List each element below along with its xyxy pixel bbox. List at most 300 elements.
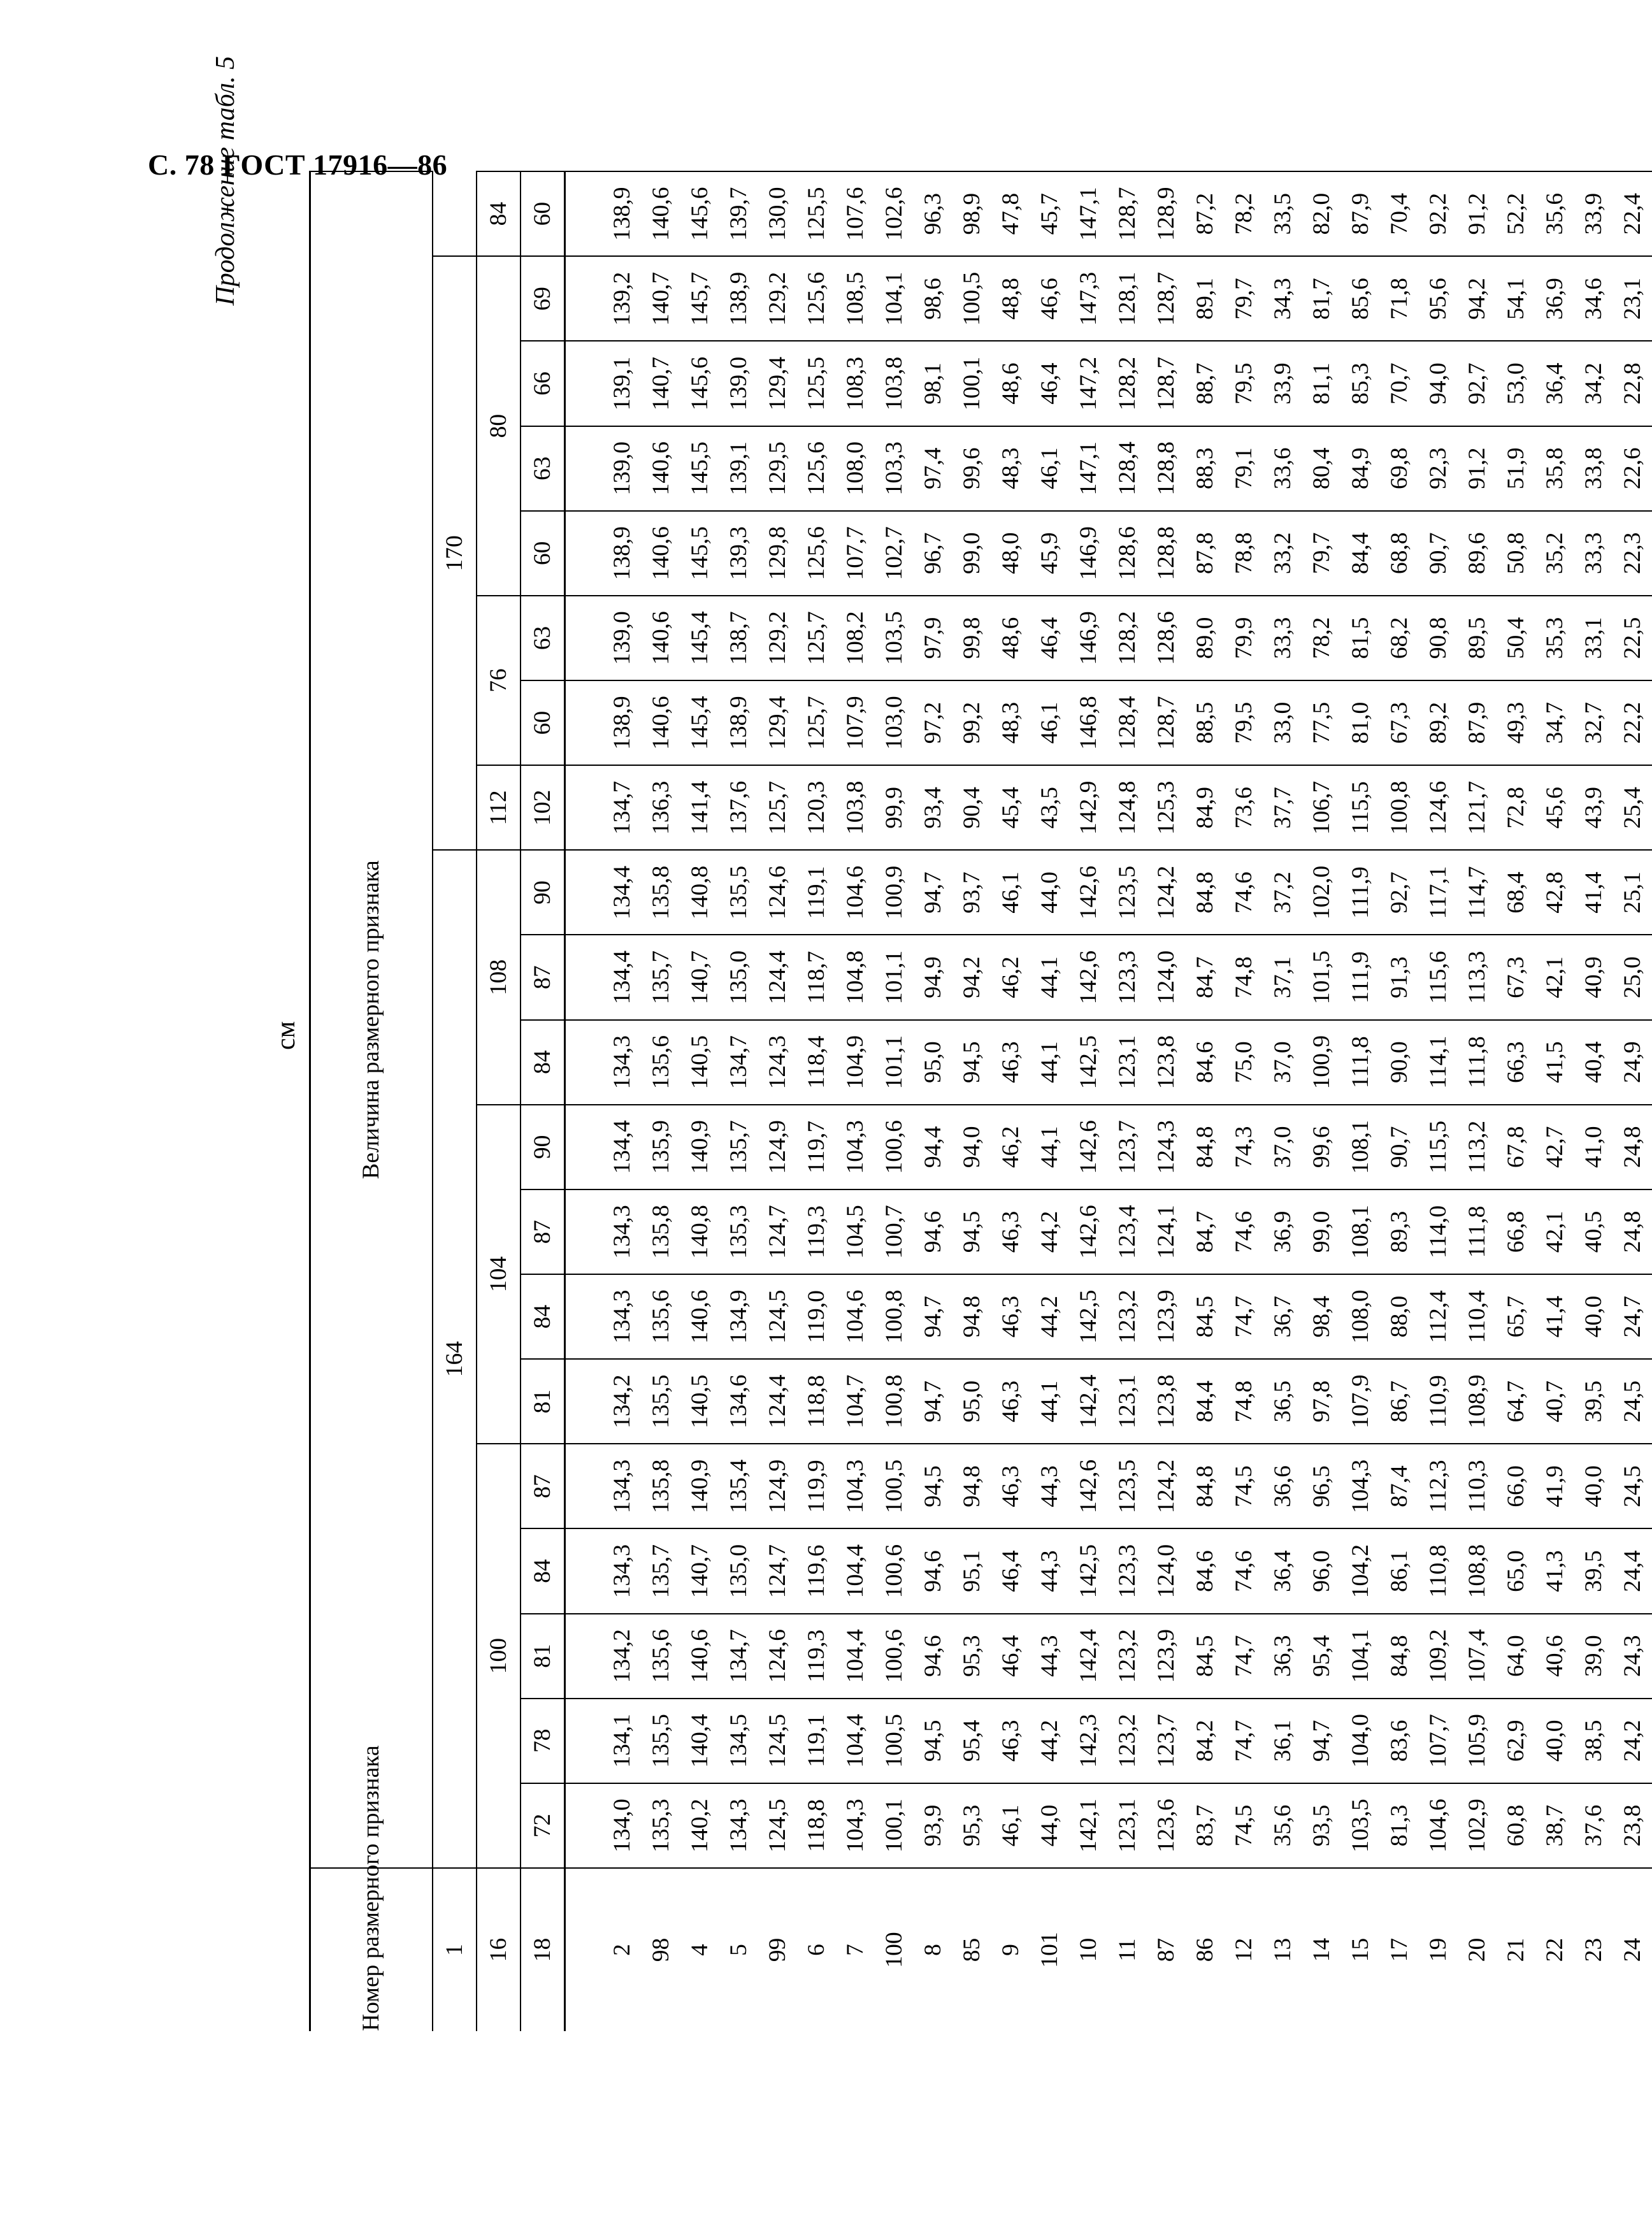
- table-cell: 111,8: [1458, 1020, 1497, 1105]
- table-cell: 70,4: [1380, 171, 1419, 256]
- table-cell: 104,4: [836, 1699, 875, 1783]
- table-cell: 34,6: [1574, 256, 1613, 341]
- table-cell: 139,7: [719, 171, 758, 256]
- table-cell: 40,9: [1574, 935, 1613, 1019]
- table-cell: 108,0: [836, 426, 875, 511]
- table-cell: 141,4: [680, 765, 719, 850]
- table-cell: 142,6: [1069, 1189, 1108, 1274]
- table-cell: 134,3: [719, 1783, 758, 1868]
- table-cell: 123,2: [1108, 1614, 1147, 1699]
- table-cell: 74,7: [1225, 1614, 1263, 1699]
- stub-group-label: 16: [477, 1868, 521, 2031]
- unit-label: см: [271, 1021, 301, 1050]
- table-cell: 146,8: [1069, 680, 1108, 765]
- table-row: [1147, 171, 1186, 2031]
- table-cell: 123,3: [1108, 1528, 1147, 1613]
- table-cell: 123,7: [1108, 1105, 1147, 1189]
- table-cell: 94,6: [914, 1189, 952, 1274]
- table-cell: 103,0: [875, 680, 914, 765]
- table-cell: 90,8: [1419, 596, 1458, 680]
- table-cell: 108,2: [836, 596, 875, 680]
- table-cell: 46,3: [991, 1699, 1030, 1783]
- table-cell: 94,2: [952, 935, 991, 1019]
- table-cell: 98,1: [914, 341, 952, 426]
- table-cell: 99,9: [875, 765, 914, 850]
- table-cell: 124,0: [1147, 935, 1186, 1019]
- table-cell: 124,5: [758, 1274, 797, 1359]
- table-row: [914, 171, 952, 2031]
- table-cell: 100,8: [875, 1274, 914, 1359]
- table-cell: 124,8: [1108, 765, 1147, 850]
- table-cell: 123,3: [1108, 935, 1147, 1019]
- table-cell: 36,7: [1263, 1274, 1302, 1359]
- table-cell: 101,5: [1302, 935, 1341, 1019]
- table-cell: 44,3: [1030, 1614, 1069, 1699]
- row-id: 17: [1380, 1868, 1419, 2031]
- table-cell: 74,7: [1225, 1699, 1263, 1783]
- row-id: 6: [797, 1868, 836, 2031]
- table-cell: 110,4: [1458, 1274, 1497, 1359]
- table-cell: 74,7: [1225, 1274, 1263, 1359]
- hip-column-header: 63: [521, 426, 565, 511]
- table-cell: 33,3: [1574, 511, 1613, 596]
- table-cell: 108,5: [836, 256, 875, 341]
- table-cell: 100,8: [875, 1359, 914, 1444]
- table-cell: 45,4: [991, 765, 1030, 850]
- hip-column-header: 84: [521, 1020, 565, 1105]
- table-cell: 104,3: [836, 1783, 875, 1868]
- table-cell: 93,5: [1302, 1783, 1341, 1868]
- bust-group-header: 80: [477, 256, 521, 596]
- table-cell: 138,7: [719, 596, 758, 680]
- table-cell: 139,0: [565, 596, 642, 680]
- table-cell: 124,3: [758, 1020, 797, 1105]
- table-cell: 86,7: [1380, 1359, 1419, 1444]
- table-cell: 100,9: [1302, 1020, 1341, 1105]
- table-cell: 50,4: [1497, 596, 1535, 680]
- table-cell: 38,5: [1574, 1699, 1613, 1783]
- table-cell: 45,6: [1535, 765, 1574, 850]
- table-cell: 36,6: [1263, 1444, 1302, 1528]
- table-cell: 48,6: [991, 341, 1030, 426]
- table-cell: 74,5: [1225, 1444, 1263, 1528]
- table-cell: 142,3: [1069, 1699, 1108, 1783]
- table-cell: 145,6: [680, 171, 719, 256]
- table-cell: 94,4: [914, 1105, 952, 1189]
- table-cell: 46,3: [991, 1274, 1030, 1359]
- table-cell: 124,6: [758, 850, 797, 935]
- table-cell: 142,6: [1069, 935, 1108, 1019]
- table-cell: 134,4: [565, 935, 642, 1019]
- table-cell: 45,7: [1030, 171, 1069, 256]
- table-cell: 134,3: [565, 1444, 642, 1528]
- table-cell: 84,6: [1186, 1020, 1225, 1105]
- table-cell: 123,8: [1147, 1359, 1186, 1444]
- table-cell: 142,4: [1069, 1359, 1108, 1444]
- table-cell: 142,5: [1069, 1528, 1108, 1613]
- row-id: 24: [1613, 1868, 1652, 2031]
- table-cell: 134,3: [565, 1189, 642, 1274]
- table-row: [1613, 171, 1652, 2031]
- table-cell: 142,6: [1069, 850, 1108, 935]
- table-row: [1030, 171, 1069, 2031]
- table-cell: 128,7: [1108, 171, 1147, 256]
- table-cell: 102,6: [875, 171, 914, 256]
- table-cell: 33,8: [1574, 426, 1613, 511]
- table-cell: 123,1: [1108, 1020, 1147, 1105]
- table-cell: 84,6: [1186, 1528, 1225, 1613]
- table-cell: 89,3: [1380, 1189, 1419, 1274]
- table-cell: 46,4: [991, 1614, 1030, 1699]
- table-cell: 118,7: [797, 935, 836, 1019]
- table-cell: 142,6: [1069, 1105, 1108, 1189]
- table-cell: 134,7: [719, 1020, 758, 1105]
- table-cell: 94,7: [914, 850, 952, 935]
- table-cell: 104,4: [836, 1528, 875, 1613]
- table-cell: 65,0: [1497, 1528, 1535, 1613]
- table-cell: 100,6: [875, 1614, 914, 1699]
- table-cell: 125,5: [797, 341, 836, 426]
- table-cell: 128,7: [1147, 341, 1186, 426]
- table-cell: 66,0: [1497, 1444, 1535, 1528]
- table-cell: 37,2: [1263, 850, 1302, 935]
- table-cell: 85,6: [1341, 256, 1380, 341]
- table-cell: 135,7: [642, 935, 680, 1019]
- table-cell: 104,9: [836, 1020, 875, 1105]
- table-row: [1380, 171, 1419, 2031]
- table-row: [1302, 171, 1341, 2031]
- table-cell: 94,7: [1302, 1699, 1341, 1783]
- table-cell: 107,9: [1341, 1359, 1380, 1444]
- table-cell: 33,3: [1263, 596, 1302, 680]
- table-row: [952, 171, 991, 2031]
- height-group-header: 170: [433, 256, 477, 850]
- table-row: [1341, 171, 1380, 2031]
- table-cell: 125,6: [797, 426, 836, 511]
- table-cell: 102,9: [1458, 1783, 1497, 1868]
- table-cell: 37,0: [1263, 1020, 1302, 1105]
- table-cell: 130,0: [758, 171, 797, 256]
- table-cell: 145,4: [680, 680, 719, 765]
- table-cell: 108,1: [1341, 1105, 1380, 1189]
- table-cell: 41,3: [1535, 1528, 1574, 1613]
- table-cell: 90,7: [1380, 1105, 1419, 1189]
- table-cell: 94,6: [914, 1614, 952, 1699]
- hip-column-header: 60: [521, 171, 565, 256]
- table-cell: 88,0: [1380, 1274, 1419, 1359]
- table-cell: 124,5: [758, 1783, 797, 1868]
- table-cell: 22,4: [1613, 171, 1652, 256]
- continuation-label: Продолжение табл. 5: [211, 56, 240, 306]
- table-cell: 119,9: [797, 1444, 836, 1528]
- table-cell: 111,9: [1341, 850, 1380, 935]
- table-cell: 123,1: [1108, 1359, 1147, 1444]
- table-cell: 111,8: [1458, 1189, 1497, 1274]
- table-cell: 128,4: [1108, 680, 1147, 765]
- table-cell: 89,5: [1458, 596, 1497, 680]
- row-id: 101: [1030, 1868, 1069, 2031]
- table-cell: 94,5: [914, 1444, 952, 1528]
- table-cell: 135,5: [642, 1699, 680, 1783]
- row-id: 21: [1497, 1868, 1535, 2031]
- table-cell: 123,1: [1108, 1783, 1147, 1868]
- table-cell: 46,3: [991, 1359, 1030, 1444]
- table-cell: 146,9: [1069, 596, 1108, 680]
- table-cell: 135,7: [642, 1528, 680, 1613]
- table-cell: 123,8: [1147, 1020, 1186, 1105]
- table-row: [565, 171, 642, 2031]
- table-cell: 123,4: [1108, 1189, 1147, 1274]
- table-cell: 94,7: [914, 1359, 952, 1444]
- table-cell: 115,5: [1341, 765, 1380, 850]
- bust-group-header: 108: [477, 850, 521, 1104]
- table-cell: 134,7: [719, 1614, 758, 1699]
- table-cell: 24,7: [1613, 1274, 1652, 1359]
- table-cell: 88,3: [1186, 426, 1225, 511]
- table-cell: 37,1: [1263, 935, 1302, 1019]
- table-cell: 46,3: [991, 1189, 1030, 1274]
- table-cell: 52,2: [1497, 171, 1535, 256]
- table-cell: 84,8: [1380, 1614, 1419, 1699]
- table-row: [1225, 171, 1263, 2031]
- table-cell: 135,0: [719, 935, 758, 1019]
- table-cell: 46,1: [1030, 680, 1069, 765]
- table-cell: 25,4: [1613, 765, 1652, 850]
- table-cell: 139,0: [719, 341, 758, 426]
- table-cell: 140,6: [642, 680, 680, 765]
- table-cell: 104,4: [836, 1614, 875, 1699]
- table-cell: 70,7: [1380, 341, 1419, 426]
- table-cell: 37,7: [1263, 765, 1302, 850]
- table-cell: 108,0: [1341, 1274, 1380, 1359]
- table-cell: 44,3: [1030, 1444, 1069, 1528]
- table-cell: 74,6: [1225, 850, 1263, 935]
- table-cell: 81,5: [1341, 596, 1380, 680]
- table-cell: 96,5: [1302, 1444, 1341, 1528]
- table-body: [565, 171, 1652, 2031]
- table-cell: 139,1: [719, 426, 758, 511]
- table-cell: 79,9: [1225, 596, 1263, 680]
- row-id: 8: [914, 1868, 952, 2031]
- row-id: 10: [1069, 1868, 1108, 2031]
- table-cell: 46,1: [991, 1783, 1030, 1868]
- table-cell: 101,1: [875, 1020, 914, 1105]
- table-cell: 128,1: [1108, 256, 1147, 341]
- table-cell: 46,4: [1030, 341, 1069, 426]
- table-cell: 135,6: [642, 1274, 680, 1359]
- table-cell: 93,7: [952, 850, 991, 935]
- table-cell: 92,3: [1419, 426, 1458, 511]
- table-cell: 125,6: [797, 511, 836, 596]
- table-cell: 140,7: [680, 935, 719, 1019]
- table-cell: 104,1: [1341, 1614, 1380, 1699]
- table-cell: 46,6: [1030, 256, 1069, 341]
- table-cell: 24,9: [1613, 1020, 1652, 1105]
- bust-group-header: 100: [477, 1444, 521, 1868]
- table-cell: 134,3: [565, 1274, 642, 1359]
- data-table: [309, 171, 1652, 2031]
- table-cell: 36,1: [1263, 1699, 1302, 1783]
- table-cell: 24,3: [1613, 1614, 1652, 1699]
- table-cell: 100,5: [952, 256, 991, 341]
- table-cell: 108,1: [1341, 1189, 1380, 1274]
- row-id: 9: [991, 1868, 1030, 2031]
- table-cell: 68,8: [1380, 511, 1419, 596]
- table-cell: 100,9: [875, 850, 914, 935]
- row-id: 5: [719, 1868, 758, 2031]
- table-cell: 102,7: [875, 511, 914, 596]
- table-cell: 94,8: [952, 1274, 991, 1359]
- table-cell: 124,6: [758, 1614, 797, 1699]
- table-cell: 140,8: [680, 850, 719, 935]
- table-row: [991, 171, 1030, 2031]
- table-cell: 100,1: [952, 341, 991, 426]
- table-cell: 81,3: [1380, 1783, 1419, 1868]
- table-cell: 140,6: [680, 1614, 719, 1699]
- table-cell: 128,4: [1108, 426, 1147, 511]
- table-cell: 44,1: [1030, 1359, 1069, 1444]
- table-row: [836, 171, 875, 2031]
- table-cell: 22,8: [1613, 341, 1652, 426]
- table-cell: 40,0: [1574, 1274, 1613, 1359]
- row-id: 13: [1263, 1868, 1302, 2031]
- table-cell: 100,6: [875, 1105, 914, 1189]
- table-cell: 140,8: [680, 1189, 719, 1274]
- table-cell: 64,0: [1497, 1614, 1535, 1699]
- table-cell: 40,0: [1574, 1444, 1613, 1528]
- table-cell: 99,8: [952, 596, 991, 680]
- table-cell: 44,2: [1030, 1274, 1069, 1359]
- table-cell: 82,0: [1302, 171, 1341, 256]
- table-cell: 104,6: [836, 1274, 875, 1359]
- table-cell: 134,6: [719, 1359, 758, 1444]
- table-cell: 84,2: [1186, 1699, 1225, 1783]
- table-cell: 100,5: [875, 1699, 914, 1783]
- table-cell: 67,3: [1497, 935, 1535, 1019]
- table-cell: 125,6: [797, 256, 836, 341]
- table-cell: 145,7: [680, 256, 719, 341]
- table-cell: 39,0: [1574, 1614, 1613, 1699]
- table-cell: 40,6: [1535, 1614, 1574, 1699]
- row-id: 100: [875, 1868, 914, 2031]
- table-cell: 88,7: [1186, 341, 1225, 426]
- table-cell: 60,8: [1497, 1783, 1535, 1868]
- table-cell: 79,7: [1302, 511, 1341, 596]
- table-cell: 24,5: [1613, 1359, 1652, 1444]
- table-cell: 104,6: [1419, 1783, 1458, 1868]
- bust-group-header: 84: [477, 171, 521, 256]
- table-cell: 145,4: [680, 596, 719, 680]
- table-cell: 94,0: [1419, 341, 1458, 426]
- table-cell: 40,5: [1574, 1189, 1613, 1274]
- table-cell: 107,4: [1458, 1614, 1497, 1699]
- table-cell: 103,5: [875, 596, 914, 680]
- table-cell: 123,9: [1147, 1614, 1186, 1699]
- table-cell: 125,7: [797, 596, 836, 680]
- table-cell: 84,7: [1186, 1189, 1225, 1274]
- table-cell: 89,0: [1186, 596, 1225, 680]
- table-cell: 44,1: [1030, 935, 1069, 1019]
- table-cell: 50,8: [1497, 511, 1535, 596]
- table-cell: 36,3: [1263, 1614, 1302, 1699]
- table-cell: 97,4: [914, 426, 952, 511]
- table-cell: 34,7: [1535, 680, 1574, 765]
- table-cell: 123,5: [1108, 1444, 1147, 1528]
- table-cell: 37,0: [1263, 1105, 1302, 1189]
- table-cell: 121,7: [1458, 765, 1497, 850]
- table-cell: 68,4: [1497, 850, 1535, 935]
- table-cell: 125,7: [797, 680, 836, 765]
- table-cell: 45,9: [1030, 511, 1069, 596]
- table-cell: 124,9: [758, 1444, 797, 1528]
- table-cell: 78,8: [1225, 511, 1263, 596]
- table-cell: 67,8: [1497, 1105, 1535, 1189]
- table-cell: 22,6: [1613, 426, 1652, 511]
- table-cell: 33,2: [1263, 511, 1302, 596]
- height-group-header: 164: [433, 850, 477, 1868]
- table-cell: 136,3: [642, 765, 680, 850]
- table-cell: 34,3: [1263, 256, 1302, 341]
- values-header: Величина размерного признака: [310, 171, 433, 1868]
- table-cell: 112,3: [1419, 1444, 1458, 1528]
- table-cell: 46,4: [991, 1528, 1030, 1613]
- table-cell: 62,9: [1497, 1699, 1535, 1783]
- table-cell: 24,8: [1613, 1105, 1652, 1189]
- table-cell: 135,3: [642, 1783, 680, 1868]
- table-cell: 138,9: [565, 171, 642, 256]
- table-row: [1108, 171, 1147, 2031]
- row-id: 87: [1147, 1868, 1186, 2031]
- table-cell: 123,9: [1147, 1274, 1186, 1359]
- table-cell: 138,9: [565, 511, 642, 596]
- table-row: [1574, 171, 1613, 2031]
- table-cell: 123,6: [1147, 1783, 1186, 1868]
- table-cell: 140,5: [680, 1359, 719, 1444]
- table-cell: 97,9: [914, 596, 952, 680]
- table-cell: 92,7: [1380, 850, 1419, 935]
- row-id: 98: [642, 1868, 680, 2031]
- table-cell: 49,3: [1497, 680, 1535, 765]
- table-cell: 135,8: [642, 850, 680, 935]
- table-cell: 95,0: [952, 1359, 991, 1444]
- table-row: [1458, 171, 1497, 2031]
- table-cell: 108,9: [1458, 1359, 1497, 1444]
- table-cell: 145,5: [680, 426, 719, 511]
- table-cell: 48,3: [991, 426, 1030, 511]
- table-cell: 110,9: [1419, 1359, 1458, 1444]
- table-row: [680, 171, 719, 2031]
- hip-column-header: 66: [521, 341, 565, 426]
- table-cell: 36,4: [1263, 1528, 1302, 1613]
- table-cell: 88,5: [1186, 680, 1225, 765]
- table-cell: 84,9: [1341, 426, 1380, 511]
- table-cell: 94,2: [1458, 256, 1497, 341]
- row-id: 99: [758, 1868, 797, 2031]
- table-cell: 124,7: [758, 1528, 797, 1613]
- table-cell: 110,3: [1458, 1444, 1497, 1528]
- table-cell: 142,1: [1069, 1783, 1108, 1868]
- table-cell: 134,3: [565, 1528, 642, 1613]
- table-cell: 117,1: [1419, 850, 1458, 935]
- table-cell: 140,7: [642, 341, 680, 426]
- table-cell: 81,1: [1302, 341, 1341, 426]
- table-cell: 142,9: [1069, 765, 1108, 850]
- stub-group-label: 18: [521, 1868, 565, 2031]
- table-cell: 100,7: [875, 1189, 914, 1274]
- hip-column-header: 84: [521, 1274, 565, 1359]
- table-cell: 128,9: [1147, 171, 1186, 256]
- table-cell: 104,0: [1341, 1699, 1380, 1783]
